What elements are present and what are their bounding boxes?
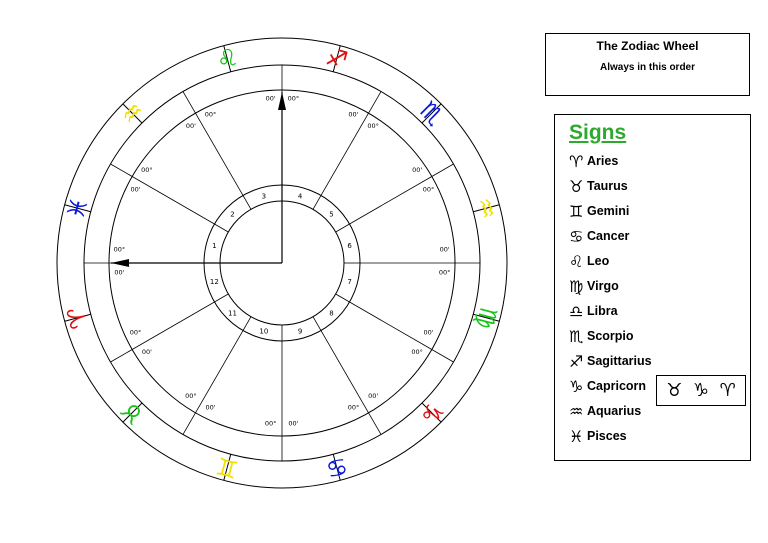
house-cusp-line [196,113,244,195]
minute-label: 00' [205,403,216,412]
sign-row-sagittarius [569,351,652,371]
taurus-variant-icon: ♉ [666,380,683,401]
left-arrow-icon [111,259,129,267]
inner-tick [243,317,251,331]
house-cusp-line [321,113,369,195]
minute-label: 00' [423,328,434,337]
inner-tick [214,224,228,232]
house-number: 11 [228,309,237,318]
minute-label: 00' [412,165,423,174]
cusp-tick [111,164,133,177]
pisces-icon: ♓ [569,426,584,446]
gemini-icon: ♊ [569,201,584,221]
inner-tick [243,195,251,209]
inner-tick [214,294,228,302]
sign-row-leo [569,251,609,271]
house-cusp-line [132,177,214,225]
sign-name: Aries [587,154,619,168]
capricorn-ring-icon: ♑ [414,395,450,431]
house-cusp-line [350,302,432,350]
capricorn-icon: ♑ [569,376,584,396]
cusp-tick [183,92,196,114]
sign-row-scorpio [569,326,634,346]
house-cusp-line [129,302,214,350]
degree-label: 00° [422,185,435,194]
minute-label: 00' [439,245,450,254]
sign-row-aries [569,151,618,171]
sagittarius-ring-icon: ♐ [322,42,351,76]
aquarius-ring-icon: ♒ [469,194,503,223]
sign-name: Leo [587,254,610,268]
taurus-icon: ♉ [569,176,584,196]
house-cusp-line [321,331,369,413]
minute-label: 00' [185,121,196,130]
house-number: 10 [259,327,269,336]
aquarius-ring-icon: ♒ [114,95,150,131]
cancer-icon: ♋ [569,226,584,246]
minute-label: 00' [114,268,125,277]
degree-label: 00° [204,110,217,119]
gemini-ring-icon: ♊ [213,450,242,484]
signs-legend [554,114,751,461]
inner-tick [313,195,321,209]
degree-label: 00° [264,419,277,428]
sign-name: Pisces [587,429,627,443]
aries-ring-icon: ♈ [61,303,95,332]
capricorn-variants-box [656,375,746,406]
taurus-ring-icon: ♉ [114,395,150,431]
house-number: 6 [347,241,352,250]
pisces-ring-icon: ♓ [61,194,95,223]
degree-label: 00° [438,268,451,277]
title-text: The Zodiac Wheel [596,39,699,53]
degree-label: 00° [411,348,423,357]
leo-ring-icon: ♌ [213,42,242,76]
sagittarius-icon: ♐ [569,351,584,371]
house-number: 5 [329,210,334,219]
minute-label: 00' [288,419,299,428]
cusp-tick [432,164,454,177]
scorpio-ring-icon: ♏ [414,95,450,131]
aquarius-icon: ♒ [569,401,584,421]
inner-tick [336,224,350,232]
house-number: 7 [347,278,352,287]
sign-row-capricorn [569,376,646,396]
sign-name: Gemini [587,204,630,218]
minute-label: 00' [348,110,359,119]
sign-name: Virgo [587,279,619,293]
sign-row-libra [569,301,618,321]
aries-variant-icon: ♈ [719,380,736,401]
cusp-tick [369,413,382,435]
scorpio-icon: ♏ [569,326,584,346]
inner-tick [336,294,350,302]
subtitle-text: Always in this order [599,62,696,73]
sign-name: Sagittarius [587,354,652,368]
degree-label: 00° [129,328,142,337]
sign-row-gemini [569,201,629,221]
cancer-ring-icon: ♋ [322,450,351,484]
cusp-tick [111,350,133,363]
cusp-tick [369,92,382,114]
degree-label: 00° [367,121,379,130]
minute-label: 00' [265,94,276,103]
sign-name: Taurus [587,179,628,193]
house-number: 9 [297,327,303,336]
sign-name: Capricorn [587,379,647,393]
sign-name: Libra [587,304,618,318]
signs-heading: Signs [569,121,627,144]
house-number: 1 [212,241,217,250]
minute-label: 00' [130,185,141,194]
minute-label: 00' [141,348,152,357]
sign-row-taurus [569,176,628,196]
inner-tick [313,317,321,331]
degree-label: 00° [113,245,126,254]
aries-icon: ♈ [569,151,584,171]
cusp-tick [183,413,196,435]
sign-row-pisces [569,426,627,446]
house-number: 4 [297,192,303,201]
degree-label: 00° [141,165,153,174]
sign-name: Aquarius [587,404,642,418]
up-arrow-icon [278,92,286,110]
virgo-icon: ♍ [569,276,584,296]
leo-icon: ♌ [569,251,584,271]
sign-row-virgo [569,276,619,296]
cusp-tick [432,350,454,363]
degree-label: 00° [287,94,300,103]
sign-row-cancer [569,226,629,246]
degree-label: 00° [347,403,360,412]
title-box [545,33,750,96]
degree-label: 00° [185,392,197,401]
house-cusp-line [350,177,432,225]
house-number: 2 [230,210,235,219]
sign-row-aquarius [569,401,641,421]
virgo-ring-icon: ♍ [469,303,503,332]
sign-name: Scorpio [587,329,634,343]
house-cusp-line [196,331,244,413]
house-number: 3 [261,192,267,201]
house-number: 8 [329,309,334,318]
libra-icon: ♎ [569,301,584,321]
capricorn-variant-icon: ♑ [692,380,710,401]
sign-name: Cancer [587,229,630,243]
minute-label: 00' [368,392,379,401]
house-number: 12 [209,278,219,287]
